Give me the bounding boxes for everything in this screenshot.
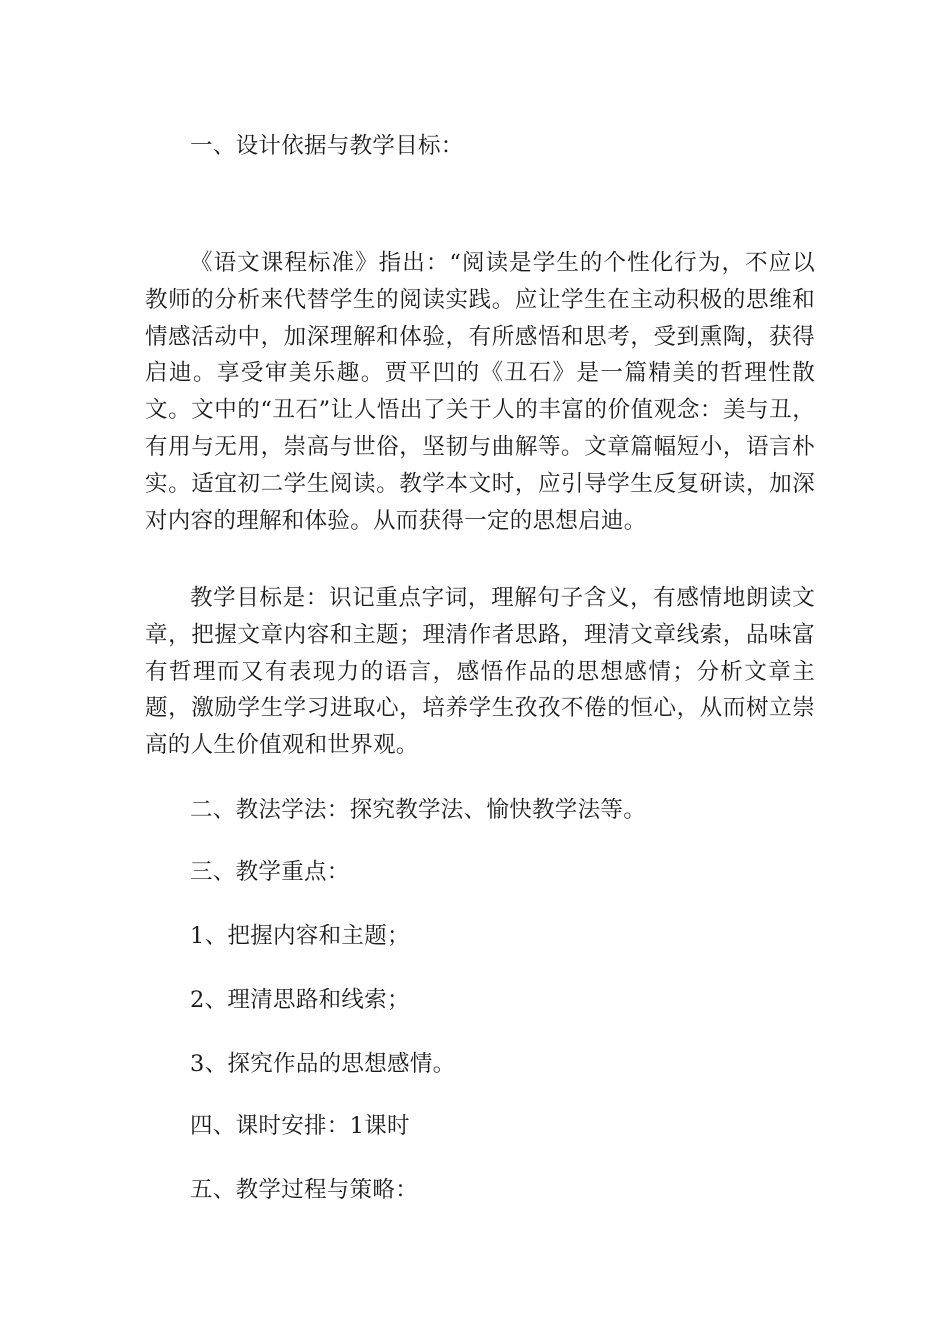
section-heading-schedule: 四、课时安排：1课时	[190, 1113, 410, 1139]
paragraph-curriculum-standard: 《语文课程标准》指出：“阅读是学生的个性化行为，不应以教师的分析来代替学生的阅读实践。应让学生在主动积极的思维和情感活动中，加深理解和体验，有所感悟和思考，受到熏陶，获得启迪。享受审美乐趣。贾平凹的《丑石》是一篇精美的哲理性散文。文中的“丑石”让人悟出了关于人的丰富的价值观念：美与丑，有用与无用，崇高与世俗，坚韧与曲解等。文章篇幅短小，语言朴实。适宜初二学生阅读。教学本文时，应引导学生反复研读，加深对内容的理解和体验。从而获得一定的思想启迪。	[145, 250, 815, 534]
key-point-item: 3、探究作品的思想感情。	[190, 1051, 456, 1077]
key-point-item: 1、把握内容和主题；	[190, 923, 410, 949]
section-heading-design-basis: 一、设计依据与教学目标：	[190, 133, 464, 159]
paragraph-teaching-objectives: 教学目标是：识记重点字词，理解句子含义，有感情地朗读文章，把握文章内容和主题；理清作者思路，理清文章线索，品味富有哲理而又有表现力的语言，感悟作品的思想感情；分析文章主题，激励学生学习进取心，培养学生孜孜不倦的恒心，从而树立崇高的人生价值观和世界观。	[145, 585, 815, 759]
key-point-item: 2、理清思路和线索；	[190, 987, 410, 1013]
section-heading-process: 五、教学过程与策略：	[190, 1177, 419, 1203]
section-heading-teaching-methods: 二、教法学法：探究教学法、愉快教学法等。	[190, 797, 647, 823]
section-heading-key-points: 三、教学重点：	[190, 859, 350, 885]
